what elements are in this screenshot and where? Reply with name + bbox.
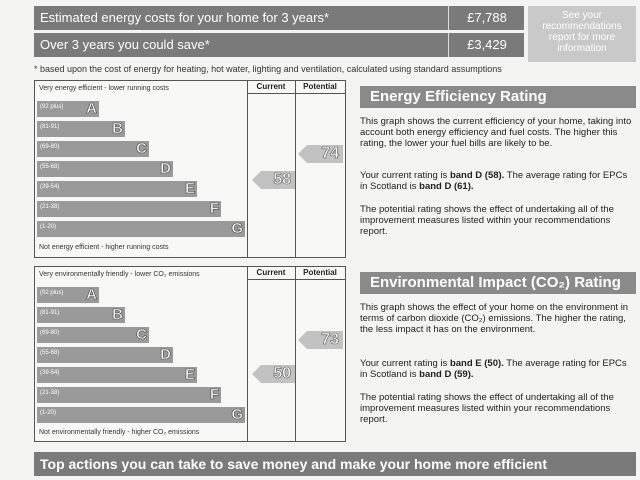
cost-row-estimated — [34, 6, 524, 30]
energy-paragraph-3: The potential rating shows the effect of undertaking all of the improvement measures listed within your recommendations report. — [360, 204, 614, 237]
band-e — [37, 367, 197, 383]
band-letter: C — [136, 140, 147, 157]
band-letter: G — [231, 406, 243, 423]
energy-paragraph-1: This graph shows the current efficiency of your home, taking into account both energy efficiency and fuel costs. The higher this rating, the lower your fuel bills are likely to be. — [360, 116, 632, 149]
band-letter: C — [136, 326, 147, 343]
band-letter: D — [160, 346, 171, 363]
band-letter: A — [86, 100, 97, 117]
band-g — [37, 407, 245, 423]
band-range: (55-68) — [40, 350, 60, 356]
band-range: (69-80) — [40, 144, 60, 150]
footnote: * based upon the cost of energy for heating, hot water, lighting and ventilation, calculated using standard assumptions — [34, 64, 502, 74]
cost-label: Over 3 years you could save* — [40, 37, 210, 52]
column-divider — [247, 81, 248, 257]
environmental-paragraph-2 — [360, 358, 632, 380]
band-range: (92 plus) — [40, 104, 64, 110]
band-range: (92 plus) — [40, 290, 64, 296]
band-a — [37, 287, 99, 303]
band-d — [37, 347, 173, 363]
chart-top-note: Very environmentally friendly - lower CO₂ emissions — [39, 271, 200, 278]
band-letter: A — [86, 286, 97, 303]
band-letter: D — [160, 160, 171, 177]
cost-value: £3,429 — [448, 33, 525, 57]
band-f — [37, 201, 221, 217]
band-range: (21-38) — [40, 390, 60, 396]
band-a — [37, 101, 99, 117]
band-c — [37, 141, 149, 157]
energy-efficiency-heading: Energy Efficiency Rating — [360, 86, 636, 108]
band-range: (39-54) — [40, 370, 60, 376]
environmental-paragraph-3: The potential rating shows the effect of undertaking all of the improvement measures listed within your recommendations report. — [360, 392, 614, 425]
band-range: (39-54) — [40, 184, 60, 190]
current-band: band E (50). — [449, 358, 504, 369]
band-f — [37, 387, 221, 403]
band-range: (81-91) — [40, 310, 60, 316]
band-range: (21-38) — [40, 204, 60, 210]
band-letter: F — [209, 200, 219, 217]
cost-label: Estimated energy costs for your home for 3 years* — [40, 10, 330, 25]
column-divider — [295, 267, 296, 441]
band-range: (55-68) — [40, 164, 60, 170]
current-rating-arrow: 58 — [261, 171, 295, 189]
band-letter: B — [112, 120, 123, 137]
header-current: Current — [247, 267, 295, 280]
environmental-impact-heading: Environmental Impact (CO₂) Rating — [360, 272, 636, 294]
text-run: The average rating for EPCs in Scotland is — [360, 358, 627, 380]
current-rating-arrow: 50 — [261, 365, 295, 383]
cost-row-savings — [34, 33, 524, 57]
band-letter: E — [184, 180, 195, 197]
column-divider — [295, 81, 296, 257]
environmental-paragraph-1: This graph shows the effect of your home on the environment in terms of carbon dioxide (CO₂) emissions. The higher the rating, the less impact it has on the environment. — [360, 302, 629, 335]
band-b — [37, 121, 125, 137]
chart-bottom-note: Not energy efficient - higher running costs — [39, 244, 169, 251]
energy-rating-chart — [34, 80, 346, 258]
band-b — [37, 307, 125, 323]
band-range: (69-80) — [40, 330, 60, 336]
header-potential: Potential — [295, 267, 345, 280]
energy-paragraph-2 — [360, 170, 632, 192]
potential-rating-arrow: 73 — [307, 331, 343, 349]
text-run: Your current rating is — [360, 358, 450, 369]
environmental-rating-chart — [34, 266, 346, 442]
column-divider — [247, 267, 248, 441]
band-letter: G — [231, 220, 243, 237]
average-band: band D (59). — [419, 369, 474, 380]
top-actions-heading: Top actions you can take to save money and make your home more efficient — [34, 452, 636, 476]
band-letter: E — [184, 366, 195, 383]
chart-bottom-note: Not environmentally friendly - higher CO₂ emissions — [39, 429, 200, 436]
header-current: Current — [247, 81, 295, 94]
chart-top-note: Very energy efficient - lower running costs — [39, 85, 169, 92]
band-letter: F — [209, 386, 219, 403]
potential-rating-arrow: 74 — [307, 145, 343, 163]
band-c — [37, 327, 149, 343]
band-e — [37, 181, 197, 197]
band-range: (1-20) — [40, 410, 57, 416]
text-run: The average rating for EPCs in Scotland is — [360, 170, 628, 192]
band-d — [37, 161, 173, 177]
average-band: band D (61). — [419, 181, 474, 192]
band-letter: B — [112, 306, 123, 323]
current-band: band D (58). — [449, 170, 505, 181]
header-potential: Potential — [295, 81, 345, 94]
see-recommendations-note: See your recommendations report for more information — [528, 6, 636, 62]
band-range: (1-20) — [40, 224, 57, 230]
text-run: Your current rating is — [360, 170, 450, 181]
band-g — [37, 221, 245, 237]
cost-value: £7,788 — [448, 6, 525, 30]
band-range: (81-91) — [40, 124, 60, 130]
